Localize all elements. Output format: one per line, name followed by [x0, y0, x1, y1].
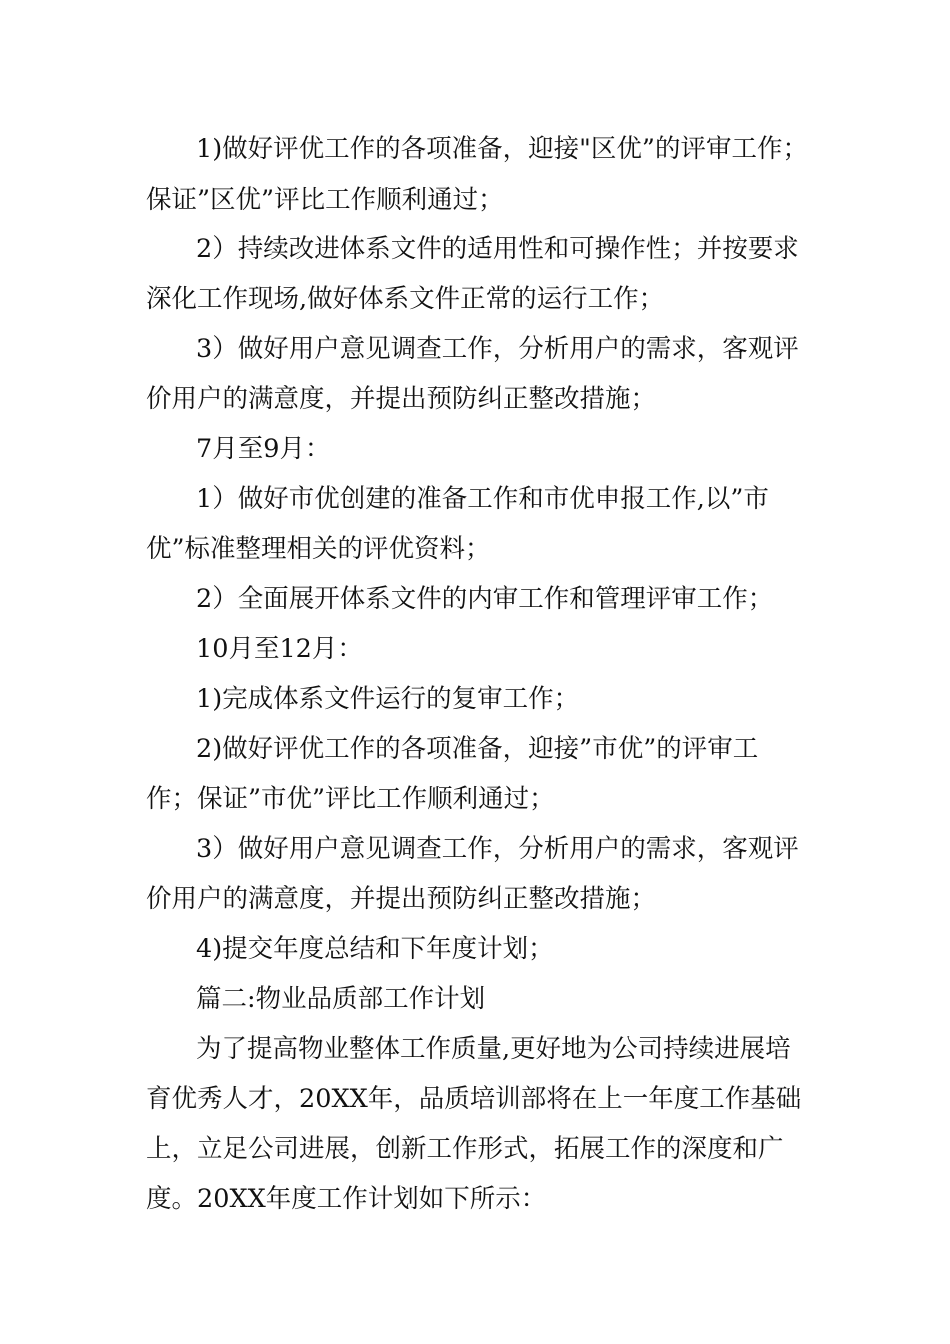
paragraph-line: 保证”区优”评比工作顺利通过；: [146, 185, 504, 215]
paragraph-line: 4)提交年度总结和下年度计划；: [196, 934, 554, 964]
paragraph-line: 3）做好用户意见调查工作，分析用户的需求，客观评: [196, 834, 799, 864]
paragraph-line: 1)完成体系文件运行的复审工作；: [196, 684, 580, 714]
paragraph-line: 2）持续改进体系文件的适用性和可操作性；并按要求: [196, 234, 799, 264]
paragraph-line: 价用户的满意度，并提出预防纠正整改措施；: [146, 884, 657, 914]
section-heading: 7月至9月：: [196, 434, 331, 464]
paragraph-line: 3）做好用户意见调查工作，分析用户的需求，客观评: [196, 334, 799, 364]
section-heading: 10月至12月：: [196, 634, 363, 664]
section-title: 篇二:物业品质部工作计划: [196, 984, 486, 1014]
paragraph-line: 深化工作现场,做好体系文件正常的运行工作；: [146, 284, 665, 314]
paragraph-line: 2）全面展开体系文件的内审工作和管理评审工作；: [196, 584, 774, 614]
paragraph-line: 1)做好评优工作的各项准备，迎接"区优”的评审工作；: [196, 134, 808, 164]
paragraph-line: 作；保证”市优”评比工作顺利通过；: [146, 784, 555, 814]
paragraph-line: 优”标准整理相关的评优资料；: [146, 534, 491, 564]
paragraph-line: 度。20XX年度工作计划如下所示：: [146, 1184, 547, 1214]
paragraph-line: 上，立足公司进展，创新工作形式，拓展工作的深度和广: [146, 1134, 784, 1164]
paragraph-line: 育优秀人才，20XX年，品质培训部将在上一年度工作基础: [146, 1084, 802, 1114]
paragraph-line: 价用户的满意度，并提出预防纠正整改措施；: [146, 384, 657, 414]
paragraph-line: 2)做好评优工作的各项准备，迎接”市优”的评审工: [196, 734, 759, 764]
paragraph-line: 为了提高物业整体工作质量,更好地为公司持续进展培: [196, 1034, 791, 1064]
paragraph-line: 1）做好市优创建的准备工作和市优申报工作,以”市: [196, 484, 769, 514]
